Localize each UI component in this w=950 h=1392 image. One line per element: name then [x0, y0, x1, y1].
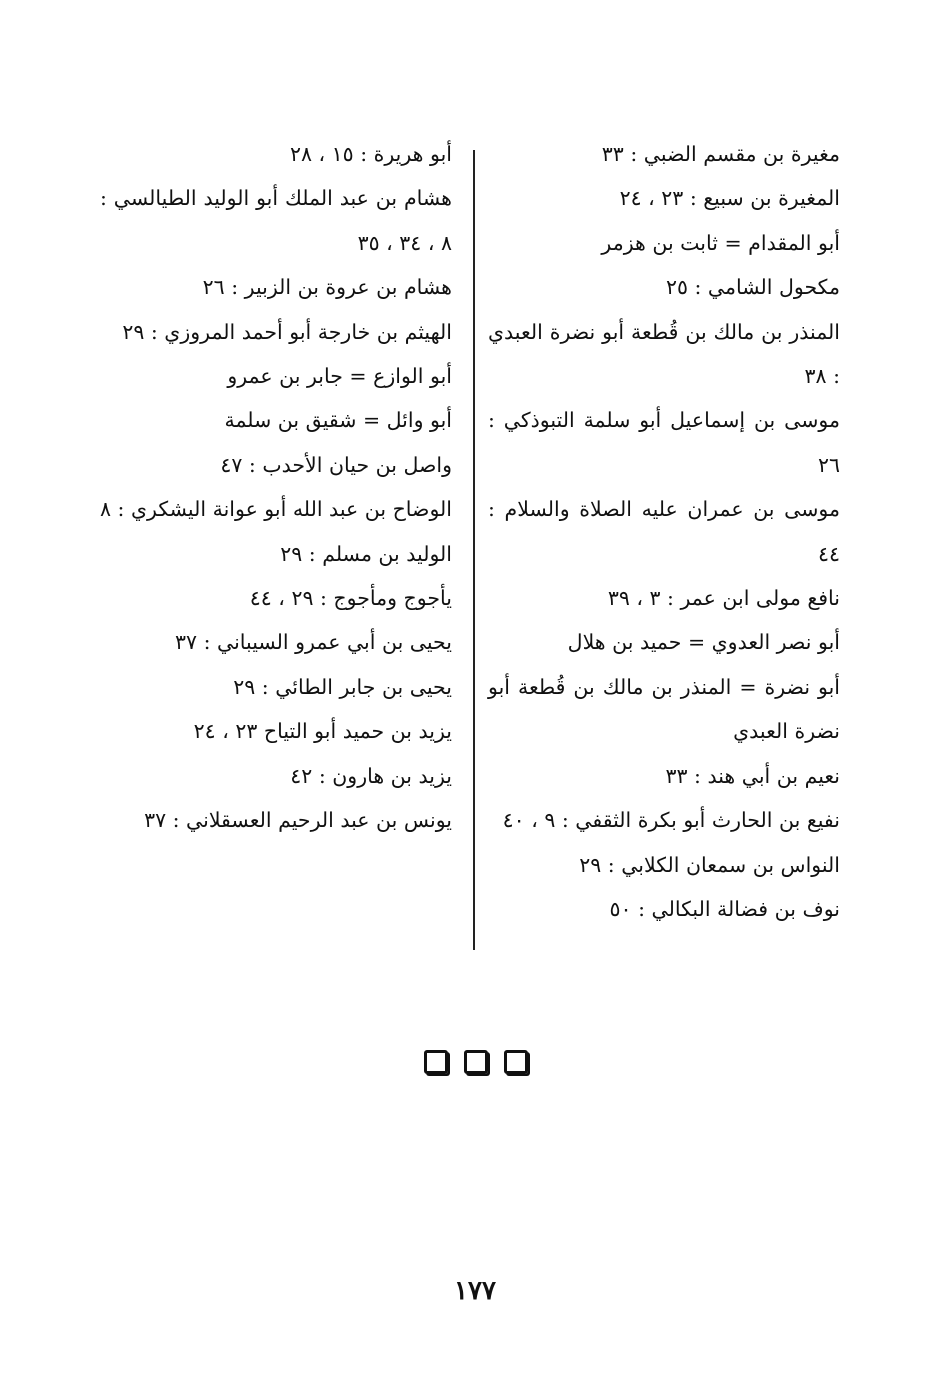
index-entry: واصل بن حيان الأحدب : ٤٧ [220, 452, 452, 477]
index-entry: أبو نضرة = المنذر بن مالك بن قُطعة أبو نضرة العبدي [488, 674, 840, 744]
index-entry: أبو المقدام = ثابت بن هزمر [601, 230, 840, 255]
square-ornament-icon [424, 1050, 448, 1074]
index-entry: المنذر بن مالك بن قُطعة أبو نضرة العبدي : ٣٨ [488, 319, 840, 389]
index-entry: يونس بن عبد الرحيم العسقلاني : ٣٧ [144, 808, 452, 833]
index-entry: نوف بن فضالة البكالي : ٥٠ [609, 896, 840, 921]
index-entry: موسى بن إسماعيل أبو سلمة التبوذكي : ٢٦ [488, 408, 840, 477]
square-ornament-icon [464, 1050, 488, 1074]
index-entry: أبو هريرة : ١٥ ، ٢٨ [289, 142, 452, 166]
index-entry: موسى بن عمران عليه الصلاة والسلام : ٤٤ [488, 497, 840, 566]
index-entry: أبو نصر العدوي = حميد بن هلال [567, 630, 840, 655]
index-entry: الوضاح بن عبد الله أبو عوانة اليشكري : ٨ [100, 497, 452, 522]
section-end-ornament [424, 1050, 528, 1076]
index-entry: نفيع بن الحارث أبو بكرة الثقفي : ٩ ، ٤٠ [502, 808, 840, 833]
index-entry: نافع مولى ابن عمر : ٣ ، ٣٩ [607, 586, 840, 611]
index-column-left [100, 132, 452, 843]
index-entry: يزيد بن حميد أبو التياح ٢٣ ، ٢٤ [193, 719, 452, 744]
index-entry: نعيم بن أبي هند : ٣٣ [665, 763, 840, 788]
index-entry: النواس بن سمعان الكلابي : ٢٩ [579, 852, 840, 877]
index-column-right [488, 132, 840, 931]
index-entry: يحيى بن أبي عمرو السيباني : ٣٧ [175, 630, 452, 655]
index-entry: هشام بن عبد الملك أبو الوليد الطيالسي : ٨ ، ٣٤ ، ٣٥ [100, 186, 452, 255]
index-entry: المغيرة بن سبيع : ٢٣ ، ٢٤ [619, 186, 840, 211]
index-entry: الهيثم بن خارجة أبو أحمد المروزي : ٢٩ [122, 319, 452, 344]
index-entry: هشام بن عروة بن الزبير : ٢٦ [202, 275, 452, 300]
index-entry: يحيى بن جابر الطائي : ٢٩ [233, 674, 452, 699]
index-entry: مغيرة بن مقسم الضبي : ٣٣ [601, 142, 840, 166]
index-entry: يأجوج ومأجوج : ٢٩ ، ٤٤ [249, 586, 452, 611]
index-columns [100, 132, 840, 972]
page-number: ١٧٧ [454, 1276, 496, 1306]
column-divider [473, 150, 475, 950]
index-entry: مكحول الشامي : ٢٥ [665, 275, 840, 300]
index-entry: أبو وائل = شقيق بن سلمة [224, 408, 452, 433]
index-entry: الوليد بن مسلم : ٢٩ [280, 541, 452, 566]
index-entry: يزيد بن هارون : ٤٢ [290, 763, 452, 788]
square-ornament-icon [504, 1050, 528, 1074]
index-entry: أبو الوازع = جابر بن عمرو [227, 364, 452, 389]
